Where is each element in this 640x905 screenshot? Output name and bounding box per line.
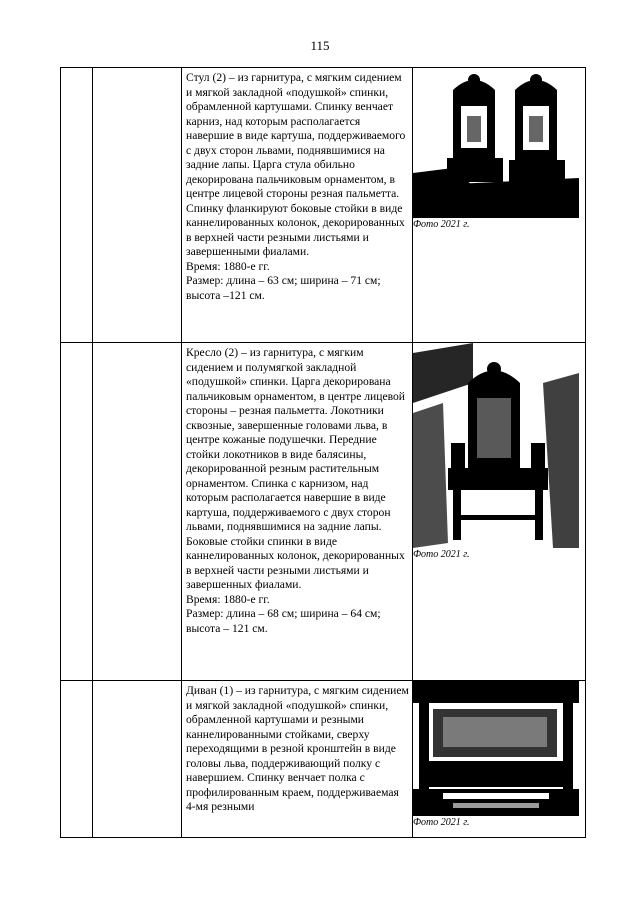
- photo-caption: Фото 2021 г.: [413, 817, 470, 828]
- photo-caption: Фото 2021 г.: [413, 549, 470, 560]
- page-number: 115: [310, 38, 330, 53]
- item-description: Стул (2) – из гарнитура, с мягким сидением и мягкой закладной «подушкой» спинки, обрамленной картушами. Спинку венчает карниз, над которым располагается навершие в виде картуша, поддерживаемого с двух сторон львами, поднявшимися на задние лапы. Царга стула обильно декорирована пальчиковым орнаментом, в центре лицевой стороны резная пальметта. Спинку фланкируют боковые стойки в виде каннелированных колонок, декорированных в верхней части резными листьями и завершенными фиалами.: [186, 71, 406, 258]
- description-cell: [182, 343, 413, 681]
- description-cell: [182, 681, 413, 838]
- photo-cell: [413, 681, 586, 838]
- photo-caption: Фото 2021 г.: [413, 219, 470, 230]
- number-cell: [61, 68, 93, 343]
- table-row: [61, 681, 586, 838]
- chairs-photo: [413, 68, 579, 218]
- number-cell: [61, 681, 93, 838]
- table-row: [61, 343, 586, 681]
- item-time: Время: 1880-е гг.: [186, 592, 270, 606]
- inventory-table: [60, 67, 586, 838]
- sofa-photo: [413, 681, 579, 816]
- armchair-photo: [413, 343, 579, 548]
- name-cell: [93, 68, 182, 343]
- name-cell: [93, 343, 182, 681]
- number-cell: [61, 343, 93, 681]
- item-size: Размер: длина – 68 см; ширина – 64 см; высота – 121 см.: [186, 607, 381, 635]
- item-time: Время: 1880-е гг.: [186, 259, 270, 273]
- photo-cell: [413, 68, 586, 343]
- item-description: Кресло (2) – из гарнитура, с мягким сидением и полумягкой закладной «подушкой» спинки. Царга декорирована пальчиковым орнаментом, в центре лицевой стороны – резная пальметта. Локотники сквозные, завершенные головами льва, в центре кожаные подушечки. Передние стойки локотников в виде балясины, декорированной резным растительным орнаментом. Спинка с карнизом, над которым располагается навершие в виде картуша, поддерживаемого с двух сторон львами, поднявшимися на задние лапы. Боковые стойки спинки в виде каннелированных колонок, декорированных в верхней части резными листьями и завершенных фиалами.: [186, 346, 405, 591]
- item-size: Размер: длина – 63 см; ширина – 71 см; высота –121 см.: [186, 274, 381, 302]
- name-cell: [93, 681, 182, 838]
- photo-cell: [413, 343, 586, 681]
- description-cell: [182, 68, 413, 343]
- table-row: [61, 68, 586, 343]
- item-description: Диван (1) – из гарнитура, с мягким сидением и мягкой закладной «подушкой» спинки, обрамленной картушами и резными каннелированными стойками, сверху переходящими в резной кронштейн в виде головы льва, поддерживающий полку с навершием. Спинку венчает полка с профилированным краем, поддерживаемая 4-мя резными: [186, 684, 409, 813]
